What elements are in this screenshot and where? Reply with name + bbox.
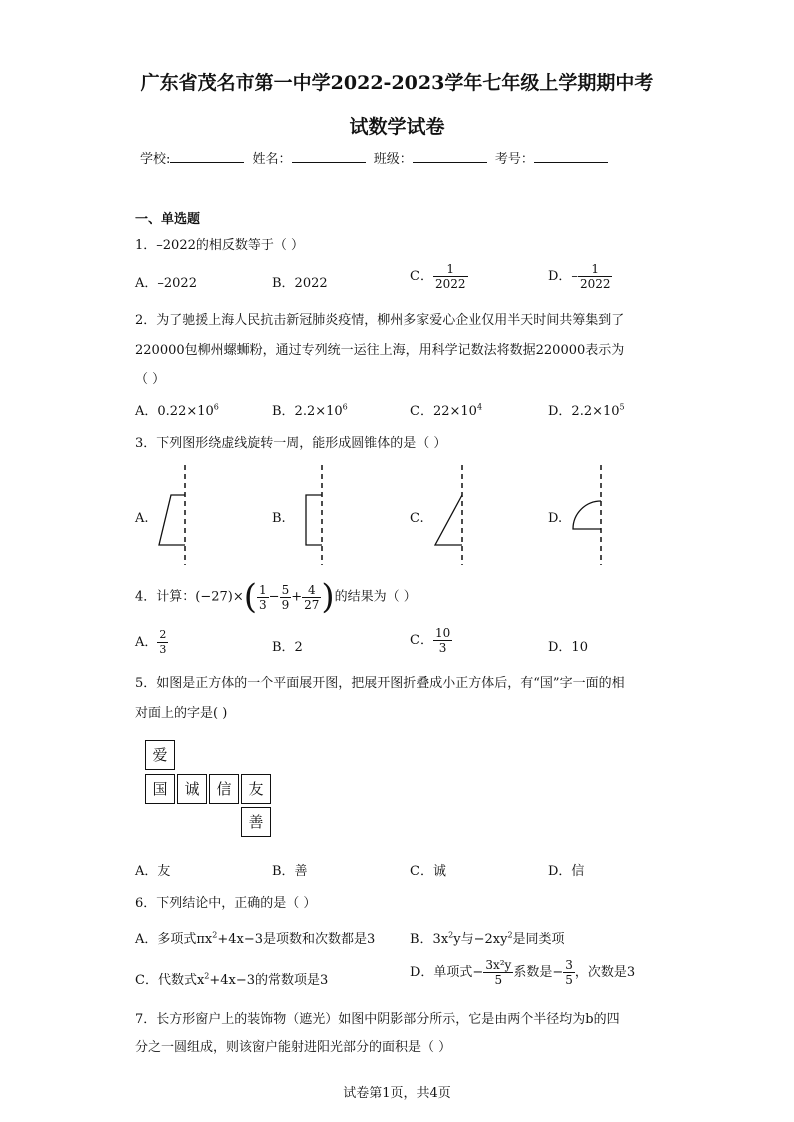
q3-option-b: B. [272, 511, 286, 526]
q1-option-a: A．–2022 [135, 276, 197, 291]
q3-option-a: A. [135, 511, 149, 526]
school-label: 学校: [140, 152, 171, 167]
q1-option-b: B．2022 [272, 276, 328, 291]
q6-stem: 6．下列结论中，正确的是（ ） [135, 896, 317, 911]
q3-figure-a-trapezoid [150, 465, 200, 565]
net-cell-shan: 善 [241, 807, 271, 837]
q2-option-b: B．$2.2\times 10^6$ [272, 402, 348, 419]
page-title-line2: 试数学试卷 [349, 116, 445, 138]
q5-option-b: B．善 [272, 864, 308, 879]
net-cell-you: 友 [241, 774, 271, 804]
q1-stem: 1．–2022的相反数等于（ ） [135, 238, 304, 253]
q3-option-c: C. [410, 511, 424, 526]
q2-option-d: D．$2.2\times 10^5$ [548, 402, 625, 419]
q6-option-a: A．多项式$\pi x^2+4x-3$是项数和次数都是3 [135, 930, 376, 947]
q3-figure-d-quarter-circle [565, 465, 615, 565]
net-cell-cheng: 诚 [177, 774, 207, 804]
q5-option-d: D．信 [548, 864, 585, 879]
section-heading: 一、单选题 [135, 212, 201, 227]
page-title-line1: 广东省茂名市第一中学2022-2023学年七年级上学期期中考 [140, 72, 654, 94]
number-label: 考号： [494, 152, 534, 167]
q2-line2: 220000包柳州螺蛳粉，通过专列统一运往上海，用科学记数法将数据220000表示为 [135, 343, 625, 358]
q7-line1: 7．长方形窗户上的装饰物（遮光）如图中阴影部分所示，它是由两个半径均为b的四 [135, 1012, 620, 1027]
class-label: 班级： [373, 152, 413, 167]
q2-option-c: C．$22\times 10^4$ [410, 402, 483, 419]
q7-line2: 分之一圆组成，则该窗户能射进阳光部分的面积是（ ） [135, 1040, 452, 1055]
q2-line1: 2．为了驰援上海人民抗击新冠肺炎疫情，柳州多家爱心企业仅用半天时间共筹集到了 [135, 313, 625, 328]
q1-c-fraction: $\frac{1}{2022}$ [434, 262, 466, 291]
q4-stem: 4．计算：(−27)×( $\frac{1}{3}$ − $\frac{5}{9}$ + $\frac{4}{27}$ )的结果为（ ） [135, 577, 417, 617]
q4-option-c: C． $\frac{10}{3}$ [410, 626, 451, 655]
net-cell-guo: 国 [145, 774, 175, 804]
q3-figure-c-triangle [425, 465, 475, 565]
net-cell-ai: 爱 [145, 740, 175, 770]
q3-stem: 3．下列图形绕虚线旋转一周，能形成圆锥体的是（ ） [135, 436, 447, 451]
q2-option-a: A．$0.22\times 10^6$ [135, 402, 219, 419]
page-footer: 试卷第1页，共4页 [343, 1086, 451, 1101]
school-blank [170, 150, 244, 163]
q5-option-c: C．诚 [410, 864, 446, 879]
name-label: 姓名： [252, 152, 292, 167]
name-blank [292, 150, 366, 163]
q3-figure-b-rectangle [290, 465, 340, 565]
q5-option-a: A．友 [135, 864, 171, 879]
q5-line2: 对面上的字是( ) [135, 706, 228, 721]
q3-option-d: D. [548, 511, 563, 526]
q2-line3: （ ） [135, 372, 166, 387]
q6-option-c: C．代数式$x^2+4x-3$的常数项是3 [135, 971, 329, 988]
q4-option-a: A． $\frac{2}{3}$ [135, 628, 167, 656]
net-cell-xin: 信 [209, 774, 239, 804]
q6-option-d: D．单项式− $\frac{\text{3x²y}}{5}$ 系数是− $\frac{3}{5}$ ，次数是3 [410, 958, 636, 987]
student-info-line [140, 148, 612, 167]
q5-line1: 5．如图是正方体的一个平面展开图，把展开图折叠成小正方体后，有“国”字一面的相 [135, 676, 625, 691]
q6-option-b: B．$3x^2y$与$-2xy^2$是同类项 [410, 930, 565, 947]
number-blank [534, 150, 608, 163]
q1-option-c: C． $\frac{1}{2022}$ [410, 262, 466, 291]
q1-d-fraction: $\frac{1}{2022}$ [579, 262, 611, 291]
q4-option-d: D．10 [548, 640, 588, 655]
q1-option-d: D．– $\frac{1}{2022}$ [548, 262, 611, 291]
q4-option-b: B．2 [272, 640, 303, 655]
class-blank [413, 150, 487, 163]
